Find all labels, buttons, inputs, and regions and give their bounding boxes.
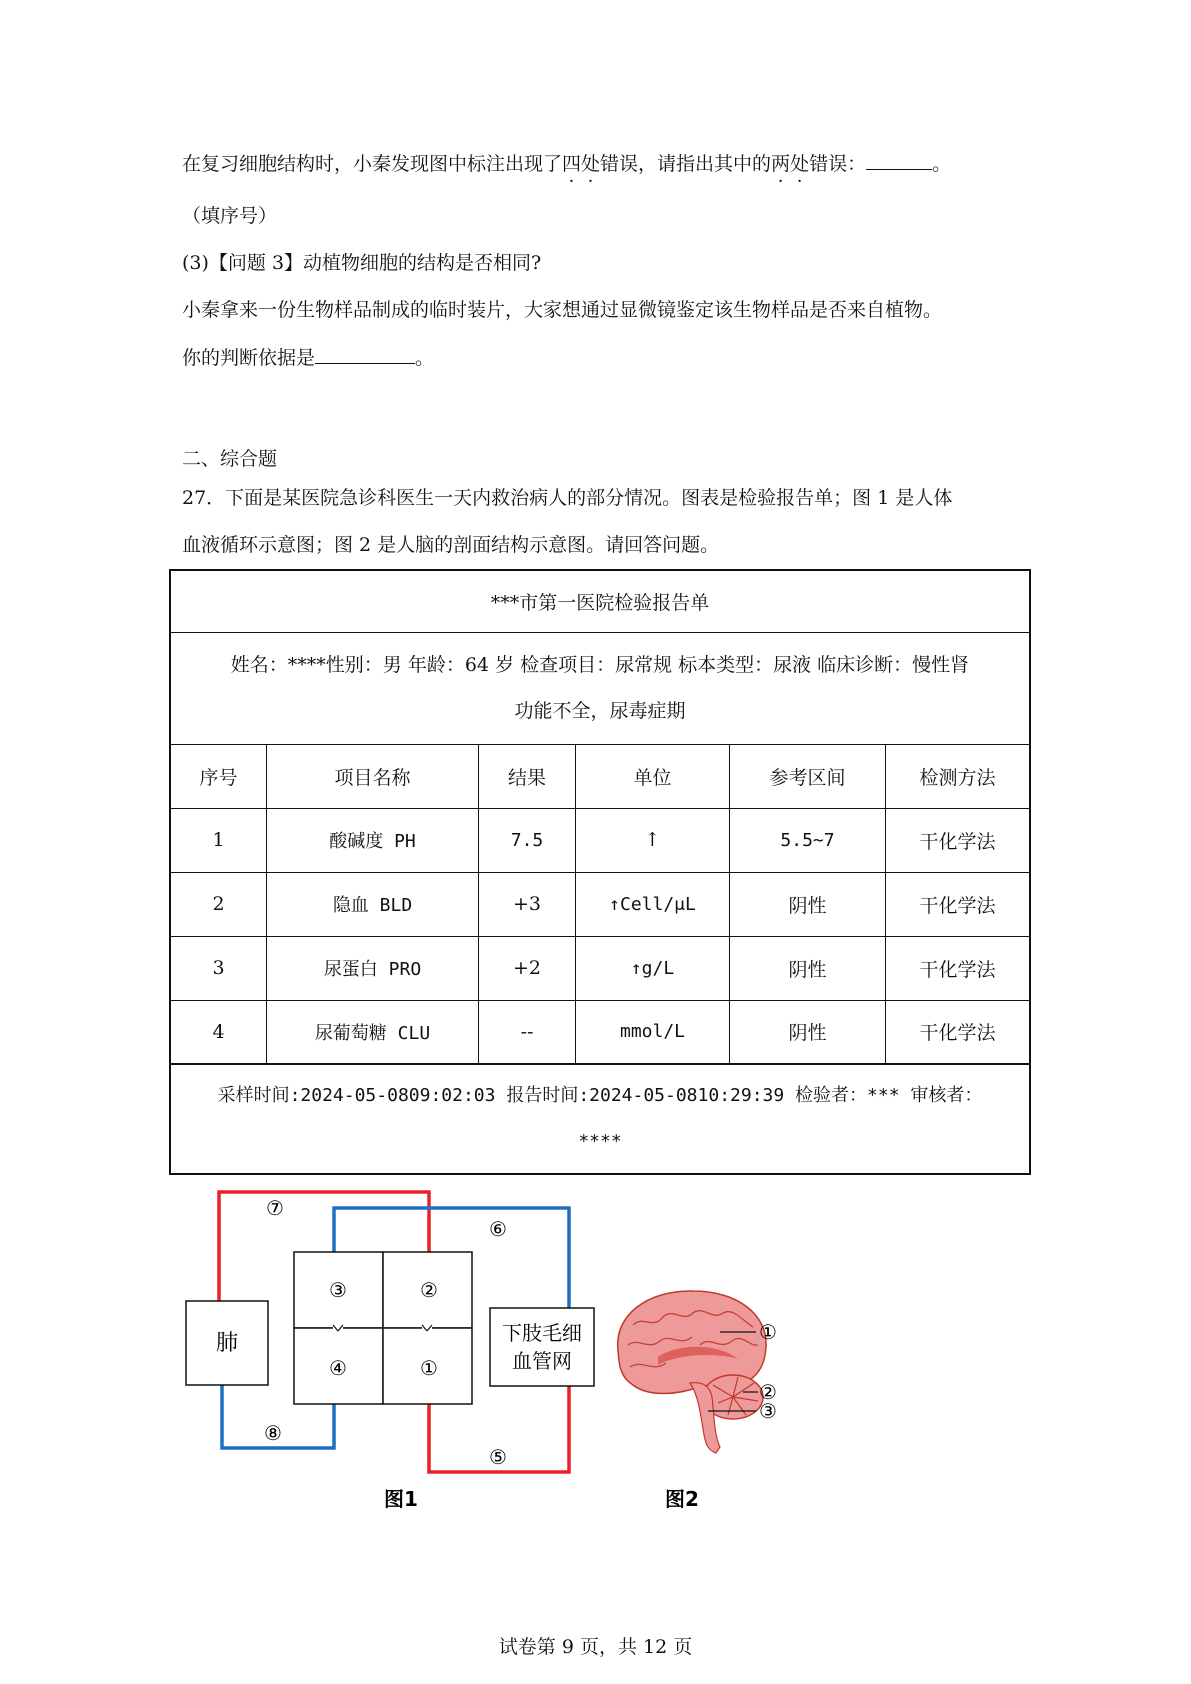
figure-2-caption: 图2	[665, 1487, 699, 1510]
page-footer: 试卷第 9 页，共 12 页	[498, 1636, 693, 1658]
figure-1-circulation	[180, 1180, 600, 1520]
figure-2-brain	[608, 1285, 808, 1510]
report-title: ***市第一医院检验报告单	[170, 570, 1030, 632]
emphasis-char: 四	[562, 153, 582, 175]
emphasis-char: 处	[790, 153, 810, 175]
answer-blank[interactable]	[866, 151, 932, 170]
header-cell: 单位	[576, 744, 730, 808]
label-4: ④	[329, 1356, 347, 1380]
capillary-box	[490, 1308, 594, 1386]
label-3: ③	[329, 1278, 347, 1302]
label-7: ⑦	[266, 1196, 284, 1220]
table-row: 4 尿葡萄糖 CLU -- mmol/L 阴性 干化学法	[170, 1000, 1030, 1064]
question-26-line-4: 小秦拿来一份生物样品制成的临时装片，大家想通过显微镜鉴定该生物样品是否来自植物。	[182, 299, 943, 321]
capillary-label-2: 血管网	[512, 1349, 572, 1373]
lung-label: 肺	[215, 1331, 239, 1356]
capillary-label-1: 下肢毛细	[502, 1321, 582, 1345]
question-27-line-1: 27．下面是某医院急诊科医生一天内救治病人的部分情况。图表是检验报告单；图 1 是人体	[182, 487, 953, 509]
report-footer: 采样时间:2024-05-0809:02:03 报告时间:2024-05-0810:29:39 检验者：*** 审核者： ****	[170, 1064, 1030, 1174]
header-cell: 序号	[170, 744, 267, 808]
section-heading: 二、综合题	[182, 448, 278, 470]
table-row: 2 隐血 BLD +3 ↑Cell/μL 阴性 干化学法	[170, 872, 1030, 936]
header-cell: 项目名称	[267, 744, 479, 808]
header-cell: 参考区间	[730, 744, 886, 808]
label-1: ①	[420, 1356, 438, 1380]
label-6: ⑥	[489, 1217, 507, 1241]
label-5: ⑤	[489, 1445, 507, 1469]
header-cell: 检测方法	[886, 744, 1031, 808]
emphasis-char: 两	[771, 153, 791, 175]
question-27-line-2: 血液循环示意图；图 2 是人脑的剖面结构示意图。请回答问题。	[182, 534, 720, 556]
lab-report-table	[169, 569, 1031, 1175]
label-8: ⑧	[264, 1421, 282, 1445]
question-26-line-2: （填序号）	[182, 205, 278, 227]
table-row: 1 酸碱度 PH 7.5 ↑ 5.5~7 干化学法	[170, 808, 1030, 872]
label-2: ②	[420, 1278, 438, 1302]
figure-1-caption: 图1	[384, 1487, 418, 1511]
header-cell: 结果	[479, 744, 576, 808]
emphasis-char: 处	[581, 153, 601, 175]
answer-blank[interactable]	[315, 345, 415, 364]
brain-label-1: ①	[759, 1320, 777, 1344]
table-row: 3 尿蛋白 PRO +2 ↑g/L 阴性 干化学法	[170, 936, 1030, 1000]
brain-label-2: ②	[759, 1380, 777, 1404]
question-26-line-5: 你的判断依据是 。	[182, 347, 435, 369]
report-patient-info: 姓名：****性别：男 年龄：64 岁 检查项目：尿常规 标本类型：尿液 临床诊断：慢性肾 功能不全，尿毒症期	[170, 632, 1030, 744]
question-26-line-1: 在复习细胞结构时，小秦发现图中标注出现了四处错误，请指出其中的两处错误： 。	[182, 153, 952, 175]
question-26-line-3: (3)【问题 3】动植物细胞的结构是否相同?	[182, 252, 542, 274]
report-header-row	[170, 744, 1030, 808]
brain-label-3: ③	[759, 1399, 777, 1423]
